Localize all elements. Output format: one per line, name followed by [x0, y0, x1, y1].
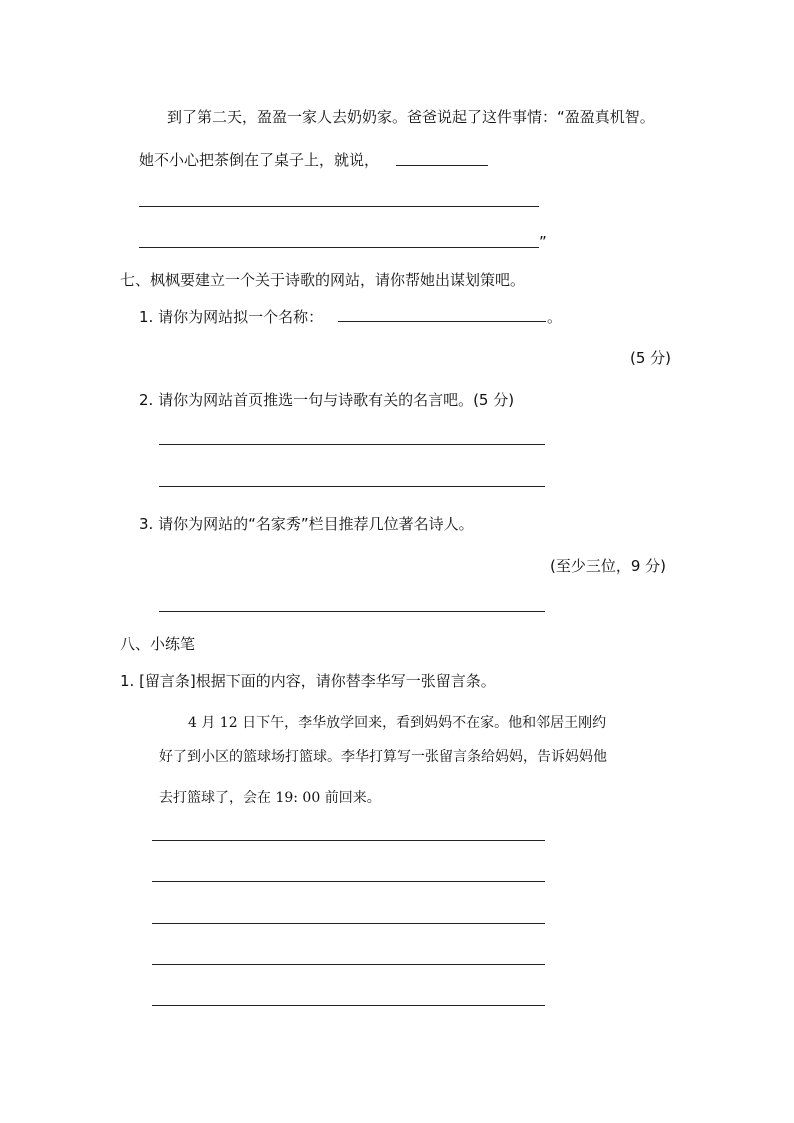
passage-line-3: 去打篮球了，会在 19: 00 前回来。 — [159, 790, 381, 806]
section-8-heading: 八、小练笔 — [120, 635, 196, 653]
writing-line[interactable] — [152, 1005, 545, 1006]
section-7-heading: 七、枫枫要建立一个关于诗歌的网站，请你帮她出谋划策吧。 — [120, 271, 526, 289]
writing-line[interactable] — [152, 923, 545, 924]
answer-line[interactable] — [159, 444, 545, 445]
writing-line[interactable] — [152, 840, 545, 841]
answer-line[interactable] — [159, 486, 545, 487]
passage-line-1: 4 月 12 日下午，李华放学回来，看到妈妈不在家。他和邻居王刚约 — [188, 715, 607, 731]
story-line-1: 到了第二天，盈盈一家人去奶奶家。爸爸说起了这件事情：“盈盈真机智。 — [167, 108, 655, 126]
question-7-1: 1. 请你为网站拟一个名称： — [139, 308, 324, 326]
writing-line[interactable] — [152, 881, 545, 882]
question-7-2: 2. 请你为网站首页推选一句与诗歌有关的名言吧。(5 分) — [139, 391, 515, 409]
question-7-1-end: 。 — [547, 308, 563, 326]
question-8-1: 1. [留言条]根据下面的内容，请你替李华写一张留言条。 — [120, 672, 496, 690]
writing-line[interactable] — [152, 964, 545, 965]
answer-line[interactable] — [139, 206, 539, 207]
score-7-1: (5 分) — [630, 349, 672, 367]
answer-line[interactable] — [139, 247, 539, 248]
answer-line[interactable] — [338, 321, 546, 322]
closing-quote: ” — [539, 233, 547, 251]
question-7-3: 3. 请你为网站的“名家秀”栏目推荐几位著名诗人。 — [139, 515, 474, 533]
score-7-3: (至少三位，9 分) — [550, 557, 667, 575]
answer-line[interactable] — [159, 611, 545, 612]
passage-line-2: 好了到小区的篮球场打篮球。李华打算写一张留言条给妈妈，告诉妈妈他 — [159, 749, 607, 765]
answer-line[interactable] — [396, 165, 488, 166]
story-line-2: 她不小心把茶倒在了桌子上，就说， — [139, 151, 380, 169]
